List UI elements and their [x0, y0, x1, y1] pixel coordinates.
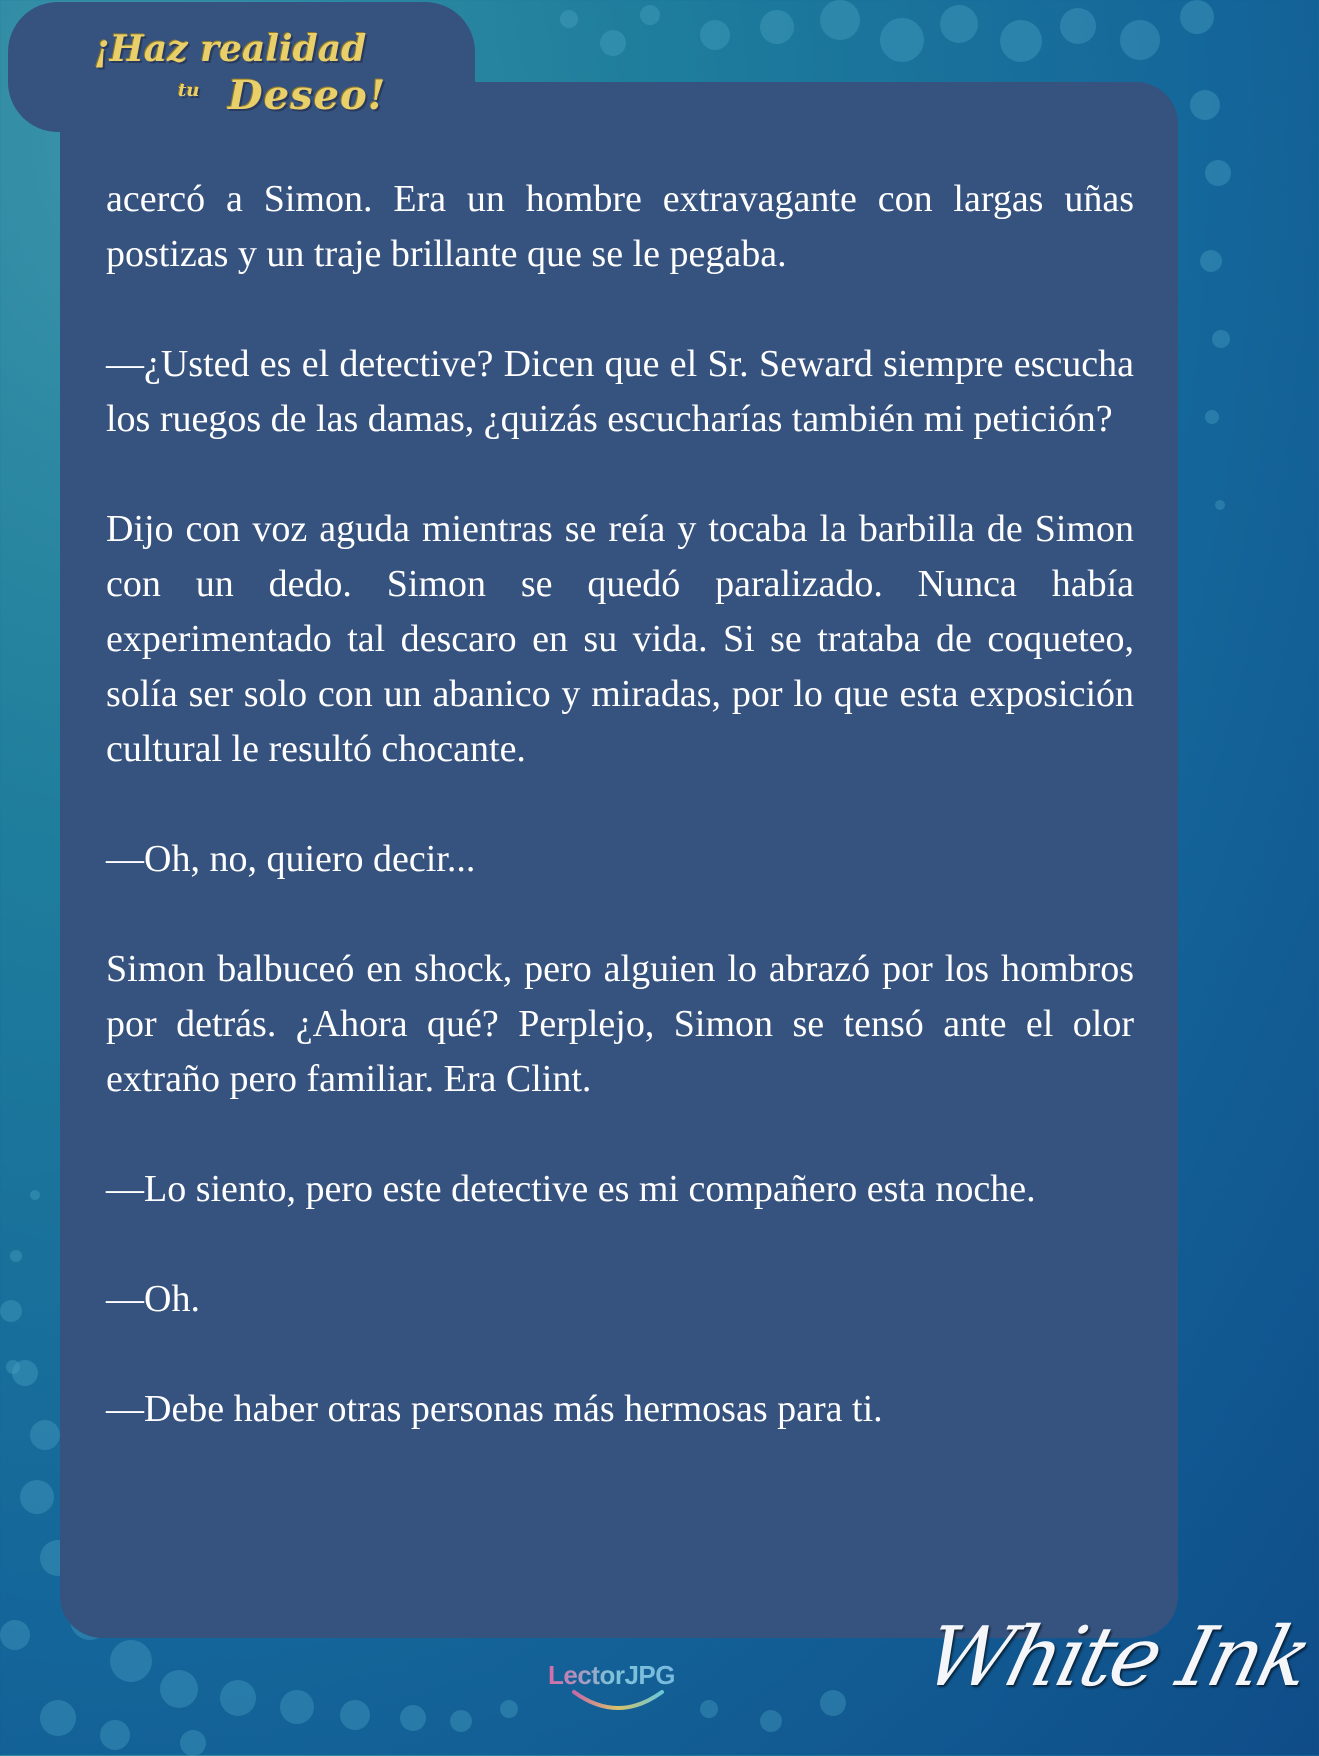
white-ink-signature: White Ink — [915, 1610, 1319, 1705]
haz-realidad-tu-deseo-logo — [88, 22, 388, 122]
background-dot — [1180, 0, 1214, 34]
logo-line-3: Deseo! — [228, 72, 387, 119]
background-dot — [30, 1420, 60, 1450]
background-dot — [940, 5, 978, 43]
background-dot — [1190, 90, 1220, 120]
background-dot — [1200, 250, 1222, 272]
background-dot — [820, 1690, 846, 1716]
background-dot — [880, 18, 924, 62]
background-dot — [700, 1700, 718, 1718]
paragraph: —Oh. — [106, 1278, 200, 1320]
background-dot — [500, 1700, 518, 1718]
background-dot — [760, 1710, 782, 1732]
paragraph: Simon balbuceó en shock, pero alguien lo abrazó por los hombros por detrás. ¿Ahora qué? Perplejo, Simon se tensó ante el olor extraño pero familiar. Era Clint. — [106, 948, 1134, 1100]
background-dot — [0, 1620, 30, 1650]
background-dot — [1205, 410, 1219, 424]
story-text — [106, 172, 1134, 1492]
paragraph: acercó a Simon. Era un hombre extravagante con largas uñas postizas y un traje brillante que se le pegaba. — [106, 178, 1134, 275]
background-dot — [6, 1360, 20, 1374]
logo-line-1: ¡Haz realidad — [94, 28, 367, 70]
paragraph: —Oh, no, quiero decir... — [106, 838, 476, 880]
background-dot — [40, 1700, 76, 1736]
smile-arc-icon — [568, 1686, 668, 1720]
background-dot — [110, 1640, 152, 1682]
paragraph: —Debe haber otras personas más hermosas para ti. — [106, 1388, 883, 1430]
background-dot — [1000, 20, 1042, 62]
background-dot — [560, 10, 578, 28]
background-dot — [12, 1360, 38, 1386]
background-dot — [700, 20, 730, 50]
background-dot — [180, 1730, 206, 1756]
background-dot — [100, 1720, 130, 1750]
background-dot — [1205, 160, 1231, 186]
background-dot — [450, 1710, 472, 1732]
background-dot — [1215, 500, 1225, 510]
background-dot — [400, 1705, 426, 1731]
paragraph: —Lo siento, pero este detective es mi compañero esta noche. — [106, 1168, 1036, 1210]
background-dot — [1212, 330, 1230, 348]
background-dot — [10, 1250, 22, 1262]
lectorjpg-watermark — [548, 1660, 688, 1720]
background-dot — [280, 1690, 314, 1724]
background-dot — [0, 1300, 22, 1322]
background-dot — [20, 1480, 54, 1514]
background-dot — [160, 1670, 198, 1708]
background-dot — [30, 1190, 40, 1200]
watermark-text: LectorJPG — [548, 1660, 675, 1690]
paragraph: Dijo con voz aguda mientras se reía y tocaba la barbilla de Simon con un dedo. Simon se quedó paralizado. Nunca había experimentado tal descaro en su vida. Si se trataba de coqueteo, solía ser solo con un abanico y miradas, por lo que esta exposición cultural le resultó chocante. — [106, 508, 1134, 770]
logo-line-2: tu — [178, 80, 200, 101]
background-dot — [1120, 20, 1160, 60]
background-dot — [640, 5, 660, 25]
background-dot — [760, 10, 794, 44]
background-dot — [820, 0, 860, 40]
background-dot — [220, 1680, 256, 1716]
paragraph: —¿Usted es el detective? Dicen que el Sr. Seward siempre escucha los ruegos de las damas, ¿quizás escucharías también mi petición? — [106, 343, 1134, 440]
background-dot — [340, 1700, 370, 1730]
background-dot — [1060, 8, 1096, 44]
background-dot — [600, 30, 626, 56]
